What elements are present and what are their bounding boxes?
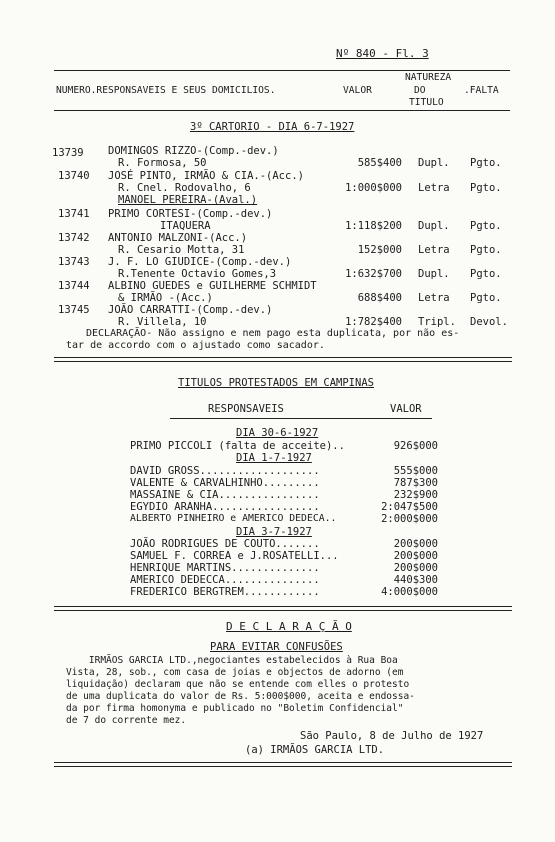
campinas-row-name: DAVID GROSS...................	[130, 465, 320, 477]
campinas-row-valor: 2:000$000	[381, 513, 438, 525]
header-col-valor: VALOR	[343, 85, 372, 96]
campinas-row-valor: 2:047$500	[381, 501, 438, 513]
section-rule	[54, 766, 512, 767]
campinas-row-valor: 232$900	[393, 489, 438, 501]
section-title: 3º CARTORIO - DIA 6-7-1927	[190, 121, 355, 133]
duplicate-note-line2: tar de accordo com o ajustado como sacador.	[66, 340, 325, 351]
entry-line: ALBINO GUEDES e GUILHERME SCHMIDT	[108, 280, 317, 292]
header-top-rule	[54, 70, 510, 71]
entry-valor: 1:000$000	[345, 182, 402, 194]
declaration-body-line: de 7 do corrente mez.	[66, 715, 187, 726]
header-col-falta: .FALTA	[464, 85, 499, 96]
declaration-title: D E C L A R A Ç Ã O	[226, 620, 352, 633]
entry-natureza: Tripl.	[418, 316, 456, 328]
header-col-titulo: TITULO	[409, 97, 444, 108]
declaration-place-date: São Paulo, 8 de Julho de 1927	[300, 730, 484, 742]
entry-line: JOÃO CARRATTI-(Comp.-dev.)	[108, 304, 273, 316]
entry-line: DOMINGOS RIZZO-(Comp.-dev.)	[108, 145, 279, 157]
entry-line: R. Formosa, 50	[118, 157, 207, 169]
declaration-body-line: liquidação) declaram que não se entende com elles o protesto	[66, 679, 410, 690]
campinas-row-name: PRIMO PICCOLI (falta de acceite)..	[130, 440, 345, 452]
header-bottom-rule	[54, 110, 510, 111]
entry-line: MANOEL PEREIRA-(Aval.)	[118, 194, 258, 206]
entry-line: J. F. LO GIUDICE-(Comp.-dev.)	[108, 256, 292, 268]
header-col-responsaveis: NUMERO.RESPONSAVEIS E SEUS DOMICILIOS.	[56, 85, 276, 96]
campinas-row-name: FREDERICO BERGTREM............	[130, 586, 320, 598]
section-rule	[54, 606, 512, 607]
campinas-row-valor: 926$000	[393, 440, 438, 452]
entry-line: JOSÉ PINTO, IRMÃO & CIA.-(Acc.)	[108, 170, 304, 182]
entry-valor: 1:118$200	[345, 220, 402, 232]
entry-line: R. Cesario Motta, 31	[118, 244, 245, 256]
entry-falta: Devol.	[470, 316, 508, 328]
campinas-row-name: SAMUEL F. CORREA e J.ROSATELLI...	[130, 550, 339, 562]
entry-number: 13740	[58, 170, 90, 182]
entry-valor: 688$400	[357, 292, 402, 304]
entry-number: 13739	[52, 147, 84, 159]
entry-falta: Pgto.	[470, 292, 502, 304]
campinas-col-valor: VALOR	[390, 403, 422, 415]
entry-number: 13745	[58, 304, 90, 316]
campinas-header-rule	[170, 418, 432, 419]
declaration-body-line: Vista, 28, sob., com casa de joias e objectos de adorno (em	[66, 667, 404, 678]
campinas-date: DIA 30-6-1927	[236, 427, 319, 439]
entry-line: ITAQUERA	[160, 220, 211, 232]
entry-number: 13743	[58, 256, 90, 268]
campinas-row-valor: 555$000	[393, 465, 438, 477]
campinas-row-name: HENRIQUE MARTINS..............	[130, 562, 320, 574]
section-rule	[54, 361, 512, 362]
entry-falta: Pgto.	[470, 244, 502, 256]
entry-natureza: Dupl.	[418, 220, 450, 232]
campinas-row-name: AMERICO DEDECCA...............	[130, 574, 320, 586]
entry-number: 13744	[58, 280, 90, 292]
entry-falta: Pgto.	[470, 220, 502, 232]
entry-valor: 585$400	[357, 157, 402, 169]
campinas-row-valor: 4:000$000	[381, 586, 438, 598]
campinas-date: DIA 3-7-1927	[236, 526, 312, 538]
entry-line: ANTONIO MALZONI-(Acc.)	[108, 232, 248, 244]
campinas-row-valor: 440$300	[393, 574, 438, 586]
entry-falta: Pgto.	[470, 268, 502, 280]
entry-line: R. Cnel. Rodovalho, 6	[118, 182, 251, 194]
campinas-row-name: EGYDIO ARANHA.................	[130, 501, 320, 513]
entry-valor: 1:782$400	[345, 316, 402, 328]
declaration-subtitle: PARA EVITAR CONFUSÕES	[210, 641, 343, 653]
entry-falta: Pgto.	[470, 157, 502, 169]
campinas-row-name: ALBERTO PINHEIRO e AMERICO DEDECA..	[130, 513, 337, 524]
campinas-date: DIA 1-7-1927	[236, 452, 312, 464]
entry-line: R.Tenente Octavio Gomes,3	[118, 268, 277, 280]
campinas-row-valor: 200$000	[393, 538, 438, 550]
header-col-do: DO	[414, 85, 426, 96]
entry-natureza: Dupl.	[418, 268, 450, 280]
entry-number: 13742	[58, 232, 90, 244]
declaration-signature: (a) IRMÃOS GARCIA LTD.	[245, 744, 385, 756]
entry-number: 13741	[58, 208, 90, 220]
campinas-row-name: VALENTE & CARVALHINHO.........	[130, 477, 320, 489]
entry-line: & IRMÃO -(Acc.)	[118, 292, 213, 304]
entry-natureza: Dupl.	[418, 157, 450, 169]
campinas-row-name: JOÃO RODRIGUES DE COUTO.......	[130, 538, 320, 550]
campinas-row-valor: 200$000	[393, 562, 438, 574]
entry-natureza: Letra	[418, 182, 450, 194]
declaration-body-line: de uma duplicata do valor de Rs. 5:000$000, aceita e endossa-	[66, 691, 415, 702]
campinas-row-valor: 787$300	[393, 477, 438, 489]
section-rule	[54, 762, 512, 763]
campinas-row-name: MASSAINE & CIA................	[130, 489, 320, 501]
campinas-row-valor: 200$000	[393, 550, 438, 562]
campinas-col-responsaveis: RESPONSAVEIS	[208, 403, 284, 415]
entry-natureza: Letra	[418, 292, 450, 304]
entry-valor: 1:632$700	[345, 268, 402, 280]
entry-line: R. Villela, 10	[118, 316, 207, 328]
section-rule	[54, 610, 512, 611]
entry-natureza: Letra	[418, 244, 450, 256]
header-col-natureza: NATUREZA	[405, 72, 452, 83]
declaration-body-line: IRMÃOS GARCIA LTD.,negociantes estabelecidos à Rua Boa	[66, 655, 398, 666]
campinas-title: TITULOS PROTESTADOS EM CAMPINAS	[178, 377, 374, 389]
section-rule	[54, 357, 512, 358]
duplicate-note-line1: DECLARAÇÃO- Não assigno e nem pago esta duplicata, por não es-	[86, 328, 460, 339]
page-reference: Nº 840 - Fl. 3	[336, 47, 429, 60]
entry-valor: 152$000	[357, 244, 402, 256]
declaration-body-line: da por firma homonyma e publicado no "Boletim Confidencial"	[66, 703, 404, 714]
entry-falta: Pgto.	[470, 182, 502, 194]
entry-line: PRIMO CORTESI-(Comp.-dev.)	[108, 208, 273, 220]
